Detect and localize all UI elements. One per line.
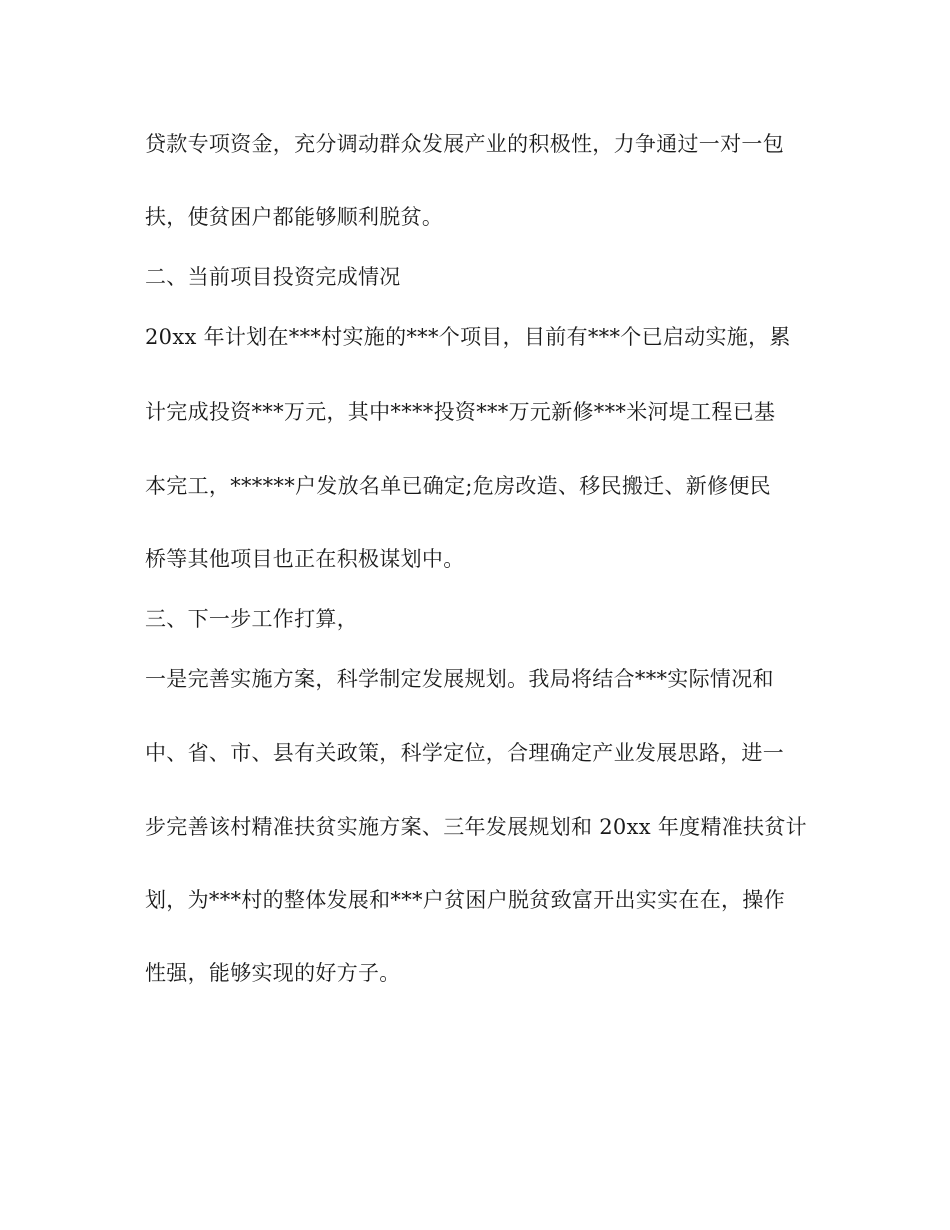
paragraph-line: 性强，能够实现的好方子。 (145, 961, 401, 985)
paragraph-line: 计完成投资***万元，其中****投资***万元新修***米河堤工程已基 (145, 400, 776, 424)
section-heading-2: 二、当前项目投资完成情况 (145, 265, 401, 289)
paragraph-line: 扶，使贫困户都能够顺利脱贫。 (145, 205, 444, 229)
paragraph-line: 桥等其他项目也正在积极谋划中。 (145, 547, 465, 571)
paragraph-line: 中、省、市、县有关政策，科学定位，合理确定产业发展思路，进一 (145, 741, 784, 765)
paragraph-line: 步完善该村精准扶贫实施方案、三年发展规划和 20xx 年度精准扶贫计 (145, 815, 807, 839)
paragraph-line: 本完工，******户发放名单已确定;危房改造、移民搬迁、新修便民 (145, 474, 771, 498)
paragraph-line: 一是完善实施方案，科学制定发展规划。我局将结合***实际情况和 (145, 667, 774, 691)
paragraph-line: 贷款专项资金，充分调动群众发展产业的积极性，力争通过一对一包 (145, 132, 784, 156)
paragraph-line: 划，为***村的整体发展和***户贫困户脱贫致富开出实实在在，操作 (145, 888, 785, 912)
paragraph-line: 20xx 年计划在***村实施的***个项目，目前有***个已启动实施，累 (145, 325, 791, 349)
section-heading-3: 三、下一步工作打算， (145, 607, 358, 631)
